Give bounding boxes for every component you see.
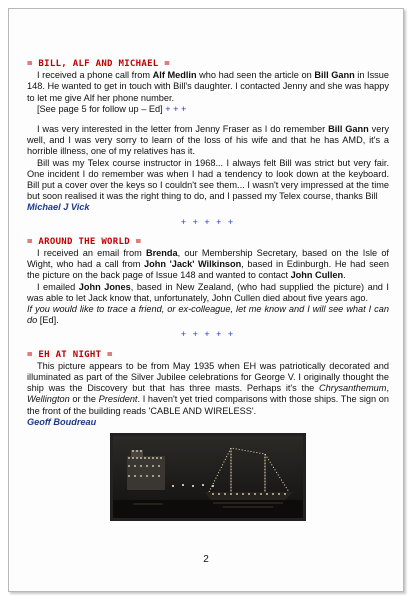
paragraph-telex-course: Bill was my Telex course instructor in 1968... I always felt Bill was strict but very fair. One incident I do remember was when I had a tendency to look down at the keyboard. Bill put a cover over the keys so I couldn't see them... I wasn't very impressed at the time but soon realised it was the right thing to do, and I passed my Telex course, thanks Bill	[27, 157, 389, 202]
page-number: 2	[203, 554, 209, 565]
section-divider: + + + + +	[180, 329, 236, 340]
paragraph-jenny-letter: I was very interested in the letter from Jenny Fraser as I do remember Bill Gann very well, and I was very sorry to learn of the loss of his wife and that he has AMD, it's a horrible illness, one of my relatives has it.	[27, 124, 389, 157]
paragraph-brenda-email: I received an email from Brenda, our Membership Secretary, based on the Isle of Wight, who had a call from John 'Jack' Wilkinson, based in Edinburgh. He had seen the picture on the back page of Issue 148 and wanted to contact John Cullen.	[27, 248, 389, 281]
signature-michael-vick: Michael J Vick	[27, 202, 90, 213]
paragraph-phone-call: I received a phone call from Alf Medlin who had seen the article on Bill Gann in Issue 148. He wanted to get in touch with Bill's daughter. I contacted Jenny and she was happy to let me give Alf her phone number.	[27, 70, 389, 103]
night-harbour-photo	[110, 433, 306, 521]
section-heading-eh-at-night: = EH AT NIGHT =	[27, 349, 113, 360]
section-divider: + + + + +	[180, 216, 236, 227]
section-heading-bill-alf-michael: = BILL, ALF AND MICHAEL =	[27, 59, 170, 69]
harbour-illumination-image	[113, 436, 303, 518]
paragraph-john-jones: I emailed John Jones, based in New Zealand, (who had supplied the picture) and I was able to let Jack know that, unfortunately, John Cullen died about five years ago.	[27, 281, 389, 303]
paragraph-eh-at-night: This picture appears to be from May 1935 when EH was patriotically decorated and illuminated as part of the Silver Jubilee celebrations for George V. I originally thought the ship was the Discovery but that has three masts. Perhaps it's the Chrysanthemum, Wellington or the President. I haven't yet tried comparisons with those ships. The sign on the front of the building reads 'CABLE AND WIRELESS'.	[27, 360, 389, 416]
editor-note: [See page 5 for follow up – Ed] + + +	[37, 103, 187, 114]
paragraph-trace-friend: If you would like to trace a friend, or ex-colleague, let me know and I will see what I can do [Ed].	[27, 304, 389, 326]
section-heading-around-the-world: = AROUND THE WORLD =	[27, 236, 142, 247]
page-content	[27, 59, 389, 521]
signature-geoff-boudreau: Geoff Boudreau	[27, 416, 97, 427]
newsletter-page	[8, 8, 404, 592]
